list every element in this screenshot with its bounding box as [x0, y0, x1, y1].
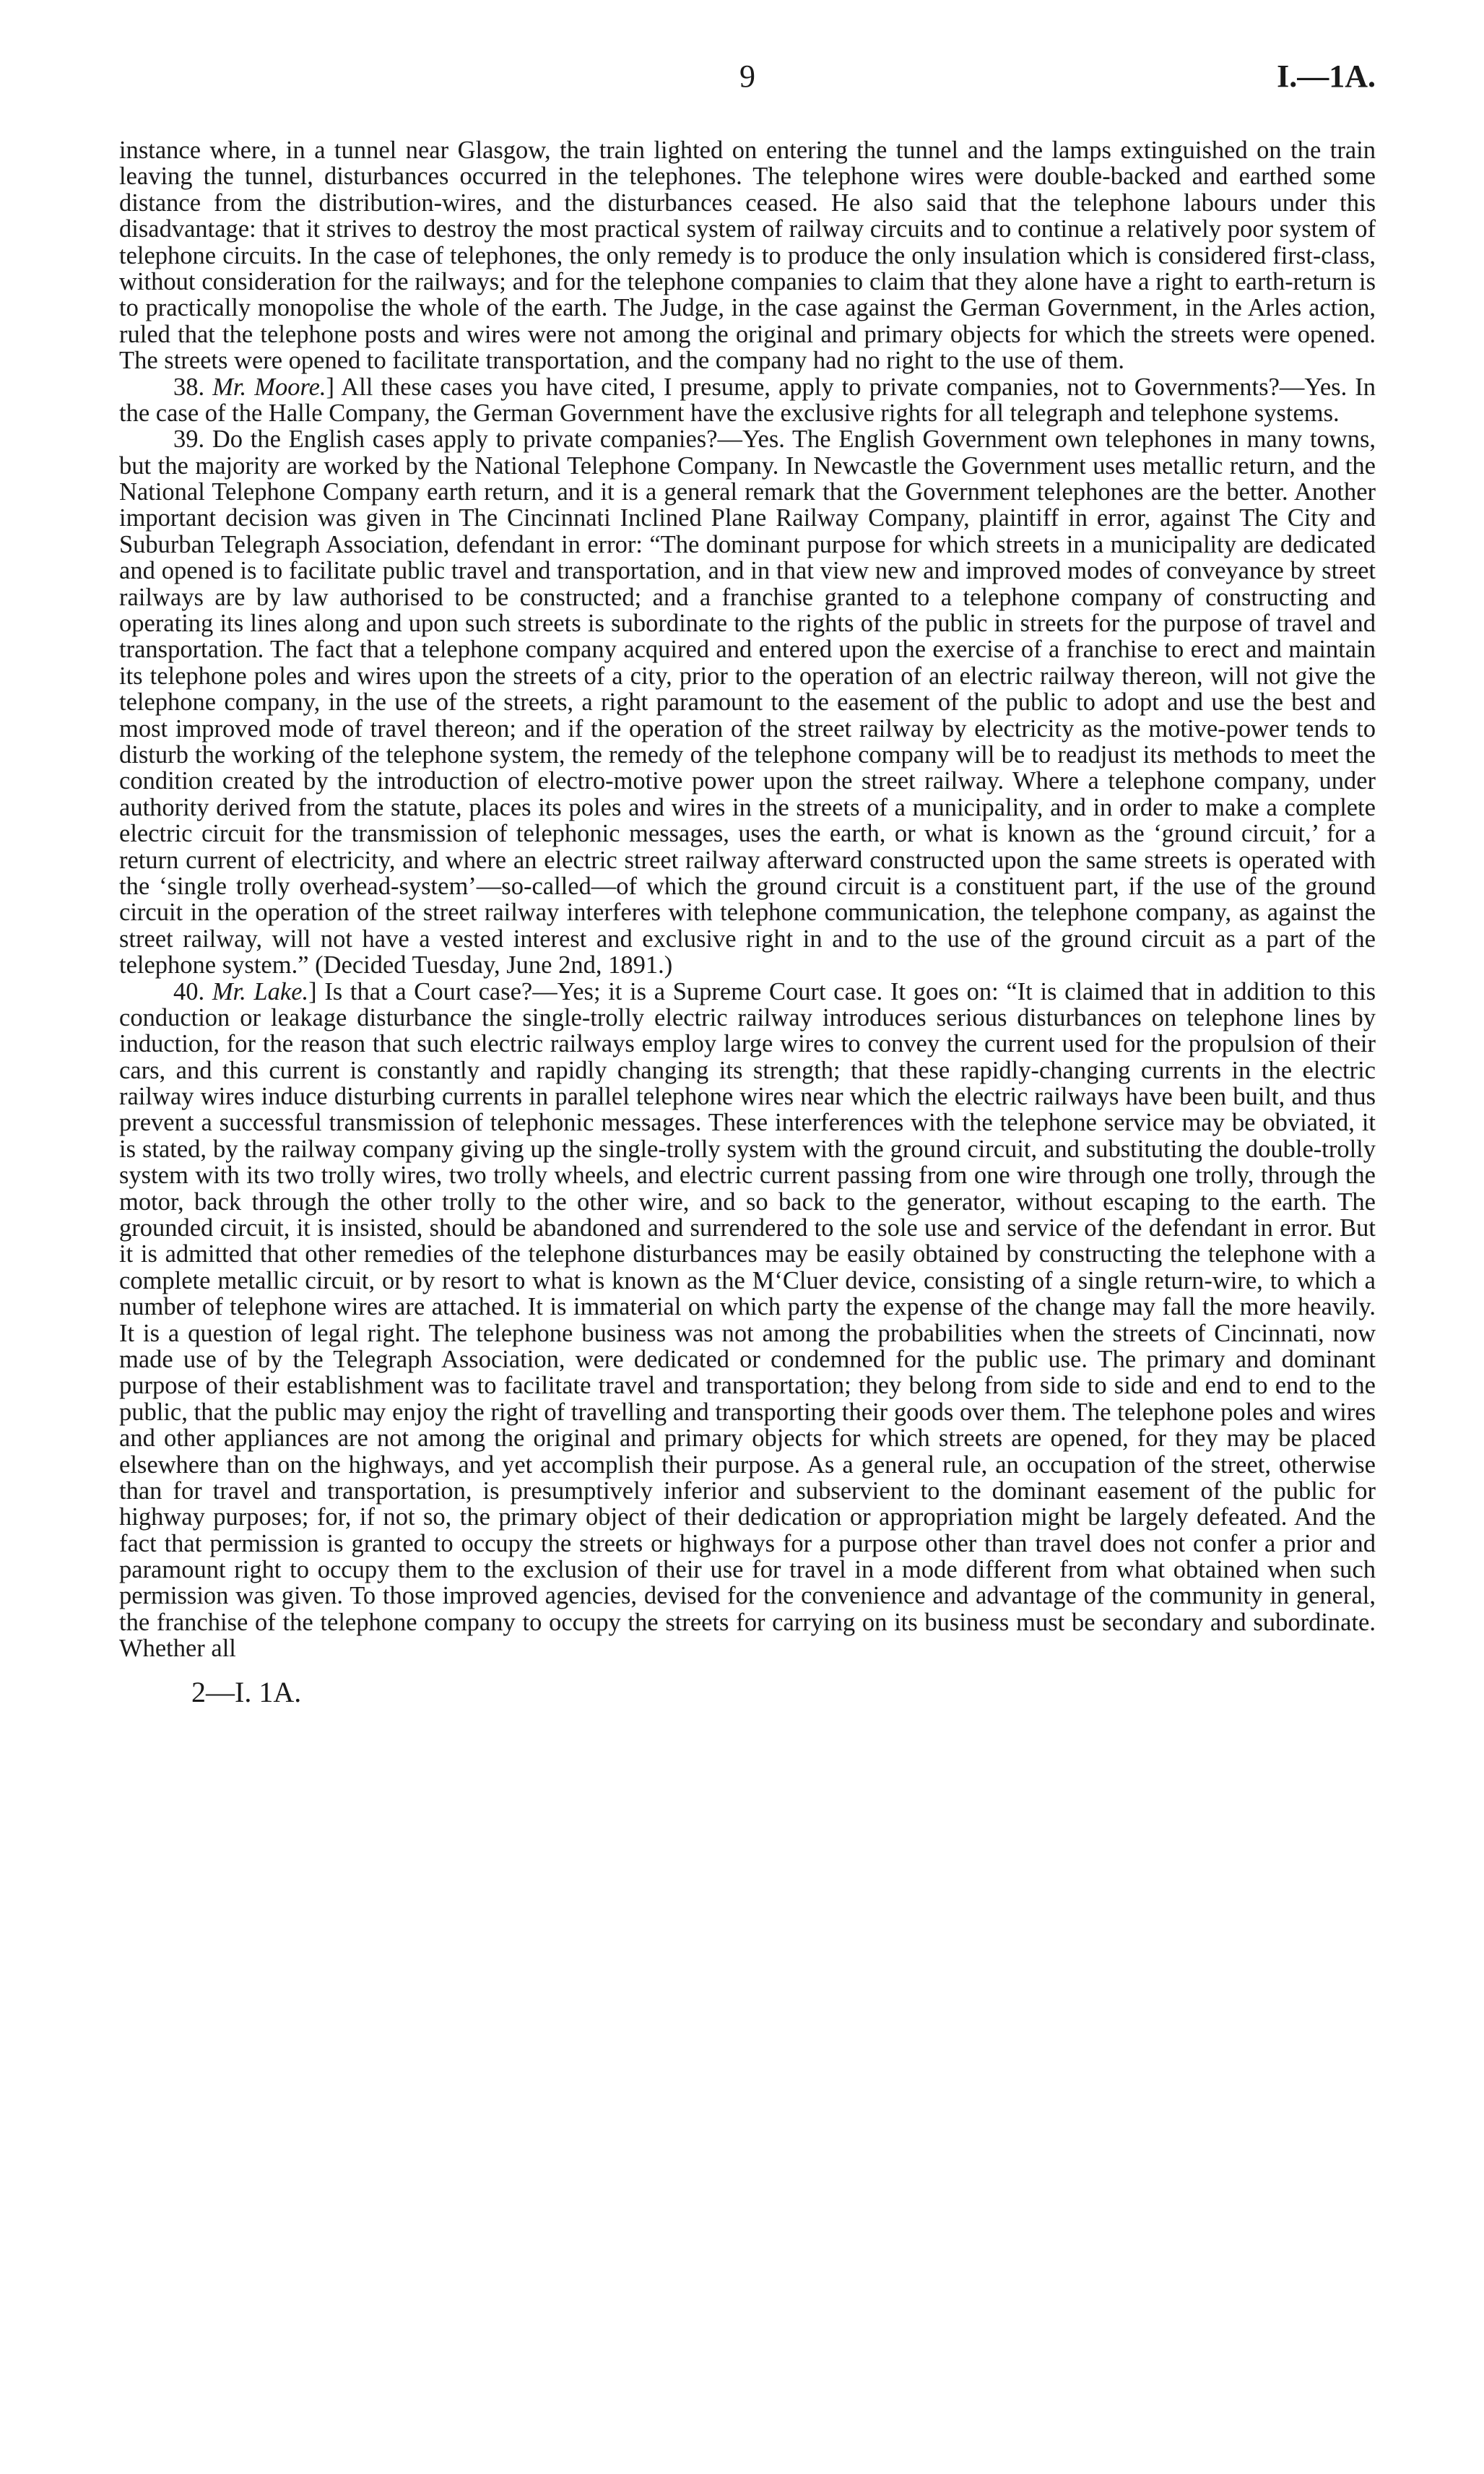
speaker-name: Mr. Lake.: [212, 977, 309, 1005]
paragraph-number: 38.: [173, 373, 213, 401]
paragraph-number: 39.: [173, 425, 212, 454]
body-text: [119, 137, 1376, 1662]
paragraph-text: Do the English cases apply to private companies?—Yes. The English Government own telephones in many towns, but the majority are worked by the National Telephone Company. In Newcastle the Government uses metallic return, and the National Telephone Company earth return, and it is a general remark that the Government telephones are the better. Another important decision was given in The Cincinnati Inclined Plane Railway Company, plaintiff in error, against The City and Suburban Telegraph Association, defendant in error: “The dominant purpose for which streets in a municipality are dedicated and opened is to facilitate public travel and transportation, and in that view new and improved modes of conveyance by street railways are by law authorised to be constructed; and a franchise granted to a telephone company of constructing and operating its lines along and upon such streets is subordinate to the rights of the public in streets for the purpose of travel and transportation. The fact that a telephone company acquired and entered upon the exercise of a franchise to erect and maintain its telephone poles and wires upon the streets of a city, prior to the operation of an electric railway thereon, will not give the telephone company, in the use of the streets, a right paramount to the easement of the public to adopt and use the best and most improved mode of travel thereon; and if the operation of the street railway by electricity as the motive-power tends to disturb the working of the telephone system, the remedy of the telephone company will be to readjust its methods to meet the condition created by the introduction of electro-motive power upon the street railway. Where a telephone company, under authority derived from the statute, places its poles and wires in the streets of a municipality, and in order to make a complete electric circuit for the transmission of telephonic messages, uses the earth, or what is known as the ‘ground circuit,’ for a return current of electricity, and where an electric street railway afterward constructed upon the same streets is operated with the ‘single trolly overhead-system’—so-called—of which the ground circuit is a constituent part, if the use of the ground circuit in the operation of the street railway interferes with telephone communication, the telephone company, as against the street railway, will not have a vested interest and exclusive right in and to the use of the ground circuit as a part of the telephone system.” (Decided Tuesday, June 2nd, 1891.): [119, 425, 1376, 979]
paragraph-38: [119, 374, 1376, 427]
speaker-name: Mr. Moore.: [212, 373, 326, 401]
page-number: 9: [739, 59, 755, 94]
page-header: [119, 58, 1376, 116]
paragraph-text: ] Is that a Court case?—Yes; it is a Supreme Court case. It goes on: “It is claimed that in addition to this conduction or leakage disturbance the single-trolly electric railway introduces serious disturbances on telephone lines by induction, for the reason that such electric railways employ large wires to convey the current used for the propulsion of their cars, and this current is constantly and rapidly changing its strength; that these rapidly-changing currents in the electric railway wires induce disturbing currents in parallel telephone wires near which the electric railways have been built, and thus prevent a successful transmission of telephonic messages. These interferences with the telephone service may be obviated, it is stated, by the railway company giving up the single-trolly system with the ground circuit, and substituting the double-trolly system with its two trolly wires, two trolly wheels, and electric current passing from one wire through one trolly, through the motor, back through the other trolly to the other wire, and so back to the generator, without escaping to the earth. The grounded circuit, it is insisted, should be abandoned and surrendered to the sole use and service of the defendant in error. But it is admitted that other remedies of the telephone disturbances may be easily obtained by constructing the telephone with a complete metallic circuit, or by resort to what is known as the M‘Cluer device, consisting of a single return-wire, to which a number of telephone wires are attached. It is immaterial on which party the expense of the change may fall the more heavily. It is a question of legal right. The telephone business was not among the probabilities when the streets of Cincinnati, now made use of by the Telegraph Association, were dedicated or condemned for the public use. The primary and dominant purpose of their establishment was to facilitate travel and transportation; they belong from side to side and end to end to the public, that the public may enjoy the right of travelling and transporting their goods over them. The telephone poles and wires and other appliances are not among the original and primary objects for which streets are opened, for they may be placed elsewhere than on the highways, and yet accomplish their purpose. As a general rule, an occupation of the street, otherwise than for travel and transportation, is presumptively inferior and subservient to the dominant easement of the public for highway purposes; for, if not so, the primary object of their dedication or appropriation might be largely defeated. And the fact that permission is granted to occupy the streets or highways for a purpose other than travel does not confer a prior and paramount right to occupy them to the exclusion of their use for travel in a mode different from what obtained when such permission was given. To those improved agencies, devised for the convenience and advantage of the community in general, the franchise of the telephone company to occupy the streets for carrying on its business must be secondary and subordinate. Whether all: [119, 977, 1376, 1663]
page-code: I.—1A.: [1277, 59, 1376, 94]
paragraph-40: [119, 979, 1376, 1662]
signature-mark: 2—I. 1A.: [191, 1675, 302, 1708]
paragraph-text: instance where, in a tunnel near Glasgow, the train lighted on entering the tunnel and the lamps extinguished on the train leaving the tunnel, disturbances occurred in the telephones. The telephone wires were double-backed and earthed some distance from the distribution-wires, and the disturbances ceased. He also said that the telephone labours under this disadvantage: that it strives to destroy the most practical system of railway circuits and to continue a relatively poor system of telephone circuits. In the case of telephones, the only remedy is to produce the only insulation which is considered first-class, without consideration for the railways; and for the telephone companies to claim that they alone have a right to earth-return is to practically monopolise the whole of the earth. The Judge, in the case against the German Government, in the Arles action, ruled that the telephone posts and wires were not among the original and primary objects for which the streets were opened. The streets were opened to facilitate transportation, and the company had no right to the use of them.: [119, 137, 1376, 375]
document-page: [119, 58, 1376, 1709]
paragraph-39: [119, 426, 1376, 978]
paragraph-text: ] All these cases you have cited, I presume, apply to private companies, not to Governments?—Yes. In the case of the Halle Company, the German Government have the exclusive rights for all telegraph and telephone systems.: [119, 373, 1376, 427]
paragraph-number: 40.: [173, 977, 212, 1005]
paragraph-continuation: [119, 137, 1376, 374]
